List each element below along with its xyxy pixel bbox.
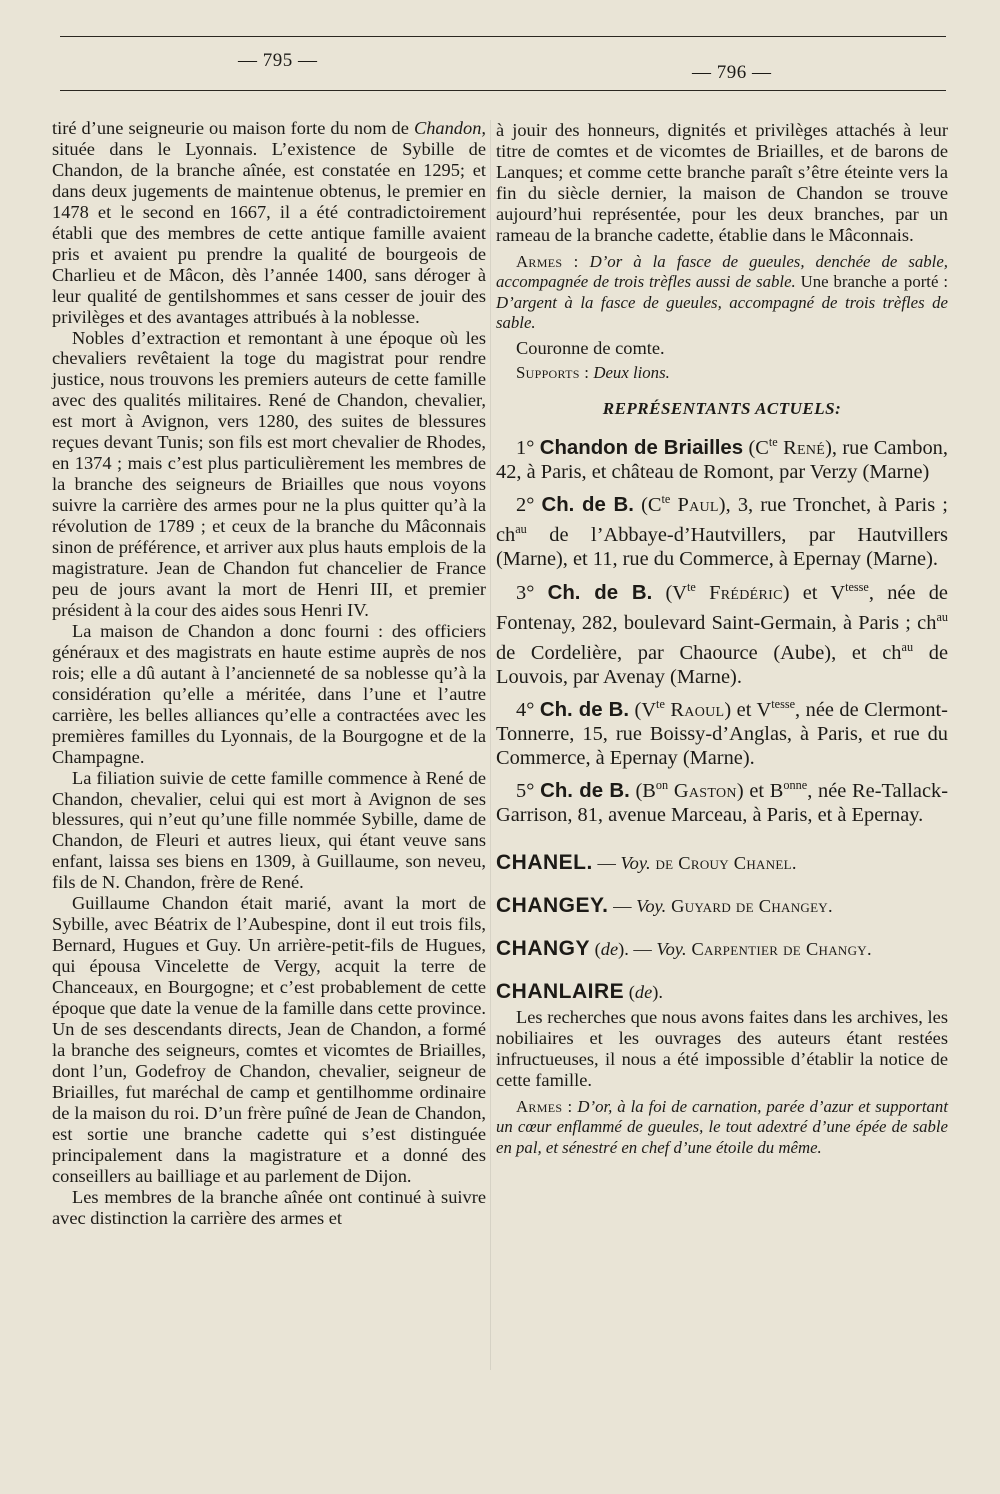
right-column-paragraph [496,120,948,246]
text-run: Chandon, [413,118,486,138]
left-column-paragraph [52,893,486,1186]
text-run: , née Re-Tallack-Garrison, 81, avenue Marceau, à Paris, et à Epernay. [496,779,948,827]
text-run: Raoul [670,698,725,721]
text-run: Voy. [636,896,667,917]
text-run: Ch. de B. [540,779,630,802]
text-run: située dans le Lyonnais. L’existence de Sybille de Chandon, de la branche aînée, est constatée en 1295; et dans deux jugements de maintenue obtenus, le premier en 1478 et le second en 1667, il a été contradictoirement établi que des membres de cette antique famille avaient pris et avaient pu prendre la qualité de bourgeois de Charlieu et de Mâcon, dès l’année 1400, sans déroger à leur qualité de gentilshommes et sans cesser de jouir des privilèges et des avantages attribués à la noblesse. [52,138,486,327]
text-run: Une branche a porté : [795,272,948,292]
text-run: tiré d’une seigneurie ou maison forte du nom de [52,118,414,138]
text-run: ( [590,939,601,960]
text-run: tesse [845,579,869,594]
text-run: onne [783,778,808,793]
text-run: 4° [516,698,540,721]
text-run: Couronne de comte. [516,337,665,358]
right-column-paragraph [496,692,948,770]
text-run: ( [624,982,635,1003]
text-run: 2° [516,494,542,517]
text-run: ). [652,982,663,1003]
text-run: La filiation suivie de cette famille commence à René de Chandon, chevalier, celui qui est mort à Avignon de ses blessures, qui n’eut qu’une fille nommée Sybille, dame de Chandon, de Fleuri et autres lieux, qui étant veuve sans enfant, laissa ses biens en 1309, à Guillaume, son neveu, fils de N. Chandon, frère de René. [52,767,486,893]
right-column-paragraph [496,896,948,917]
text-run: ), 3, rue Tronchet, à Paris ; ch [496,494,948,547]
right-column-paragraph [496,363,948,384]
right-text-column [496,120,948,1158]
text-run: Armes : [516,1096,573,1116]
column-divider [490,120,491,1370]
text-run: Paul [677,494,719,517]
text-run: Voy. [656,939,687,960]
text-run: de [600,939,619,960]
right-column-paragraph [496,575,948,689]
text-run: Guyard de Changey. [666,896,833,917]
text-run: , née de Fontenay, 282, boulevard Saint-Germain, à Paris ; ch [496,581,948,634]
text-run: de l’Abbaye-d’Hautvillers, par Hautvillers (Marne), et 11, rue du Commerce, à Epernay (Marne). [496,524,948,571]
text-run: ) et B [736,779,784,802]
text-run: Supports : [516,362,590,382]
text-run: ) et V [724,698,772,721]
left-column-paragraph [52,328,486,621]
text-run: (C [633,494,662,517]
text-run: Frédéric [709,581,783,604]
left-column-paragraph [52,1187,486,1229]
right-column-paragraph [496,1007,948,1091]
text-run: on [655,778,669,793]
text-run: Guillaume Chandon était marié, avant la mort de Sybille, avec Béatrix de l’Aubespine, dont il eut trois fils, Bernard, Hugues et Guy. Un arrière-petit-fils de Hugues, qui épousa Vincelette de Vergy, acquit la terre de Chanceaux, en Bourgogne; et c’est probablement de cette époque que date la venue de la famille dans cette province. Un de ses descendants directs, Jean de Chandon, a formé la branche des seigneurs, comtes et vicomtes de Briailles, dont l’un, Godefroy de Chandon, chevalier, seigneur de Briailles, fut maréchal de camp et gentilhomme ordinaire de la maison du roi. D’un frère puîné de Jean de Chandon, est sortie une branche cadette qui s’est distinguée principalement dans la magistrature et a donné des conseillers au bailliage et au parlement de Dijon. [52,893,486,1186]
text-run: 3° [516,581,548,604]
text-run: ), rue Cambon, 42, à Paris, et château de Romont, par Verzy (Marne) [496,436,948,484]
text-run: Voy. [620,853,651,874]
right-page-number: — 796 — [692,62,772,83]
text-run: te [768,435,778,450]
text-run: Ch. de B. [547,581,653,604]
header-bottom-rule [60,90,946,91]
text-run: REPRÉSENTANTS ACTUELS: [602,399,842,419]
text-run: au [515,522,527,537]
text-run: Les recherches que nous avons faites dans les archives, les nobiliaires et les ouvrages des auteurs étant restées infructueuses, il nous a été impossible d’établir la notice de cette famille. [496,1007,948,1091]
text-run: Armes : [516,251,579,271]
text-run: Ch. de B. [539,698,630,721]
text-run: (V [629,698,657,721]
text-run: Les membres de la branche aînée ont continué à suivre avec distinction la carrière des armes et [52,1186,486,1228]
right-column-paragraph [496,399,948,420]
right-column-paragraph [496,773,948,827]
text-run: CHANEL. [496,851,593,875]
right-column-paragraph [496,338,948,359]
text-run: de Crouy Chanel. [650,853,797,874]
text-run: Ch. de B. [541,494,634,517]
text-run: D’or, à la foi de carnation, parée d’azur et supportant un cœur enflammé de gueules, le tout adextré d’une épée de sable en pal, et sénestré en chef d’une étoile du même. [496,1096,948,1157]
text-run: La maison de Chandon a donc fourni : des officiers généraux et des magistrats en haute estime auprès de nos rois; elle a dû autant à l’ancienneté de sa noblesse qu’à la considération qu’elle a méritée, dans l’une et l’autre carrière, les belles alliances qu’elle a contractées avec les premières familles du Lyonnais, de la Bourgogne et de la Champagne. [52,620,486,767]
text-run: D’or à la fasce de gueules, denchée de sable, accompagnée de trois trèfles aussi de sable. [496,251,948,292]
left-page-number: — 795 — [238,50,318,71]
right-column-paragraph [496,982,948,1003]
header-top-rule [60,36,946,37]
text-run: tesse [771,696,796,711]
left-column-paragraph [52,118,486,328]
text-run: 1° [516,436,540,459]
text-run: au [901,639,914,654]
text-run: Carpentier de Changy. [686,939,872,960]
text-run: (B [629,779,656,802]
text-run [696,581,709,603]
text-run: CHANGY [496,937,591,961]
text-run: ). — [618,939,657,960]
text-run: 5° [516,779,541,802]
right-column-paragraph [496,430,948,484]
text-run: , née de Clermont-Tonnerre, 15, rue Boissy-d’Anglas, à Paris, et rue du Commerce, à Epernay (Marne). [496,698,948,769]
right-column-paragraph [496,1097,948,1159]
text-run: de [634,982,653,1003]
text-run: D’argent à la fasce de gueules, accompagné de trois trèfles de sable. [496,292,948,333]
text-run: te [661,492,671,507]
text-run: de Cordelière, par Chaource (Aube), et ch [496,641,902,664]
text-run: (C [743,436,769,459]
text-run: Deux lions. [589,362,670,382]
text-run: — [608,896,637,917]
right-column-paragraph [496,853,948,874]
right-column-paragraph [496,939,948,960]
text-run: te [656,696,665,711]
text-run: Chandon de Briailles [539,436,744,459]
left-column-paragraph [52,768,486,894]
text-run: (V [652,581,687,604]
text-run: de Louvois, par Avenay (Marne). [496,641,949,688]
text-run: René [783,436,826,459]
text-run: au [936,609,948,624]
left-column-paragraph [52,621,486,768]
text-run: CHANGEY. [496,894,609,918]
left-text-column [52,118,486,1229]
right-column-paragraph [496,252,948,334]
text-run: te [687,579,696,594]
right-column-paragraph [496,487,948,571]
text-run: ) et V [782,581,846,604]
text-run: Nobles d’extraction et remontant à une époque où les chevaliers revêtaient la toge du magistrat pour rendre justice, nous trouvons les premiers auteurs de cette famille avec des qualités militaires. René de Chandon, chevalier, est mort à Avignon, vers 1280, des suites de blessures reçues devant Tunis; son fils est mort chevalier de Rhodes, en 1374 ; mais c’est plus particulièrement les membres de la branche des seigneurs de Briailles que nous voyons suivre la carrière des armes pour ne la plus quitter qu’à la révolution de 1789 ; et ceux de la branche du Mâconnais sinon de préférence, et arriver aux plus hauts emplois de la magistrature. Jean de Chandon fut chancelier de France peu de jours avant la mort de Henri III, et premier président à la cour des aides sous Henri IV. [52,327,486,620]
text-run: CHANLAIRE [496,980,625,1004]
text-run: Gaston [673,779,737,802]
text-run: — [592,853,621,874]
text-run: à jouir des honneurs, dignités et privilèges attachés à leur titre de comtes et de vicomtes de Briailles, et de barons de Lanques; et comme cette branche paraît s’être éteinte vers la fin du siècle dernier, la maison de Chandon se trouve aujourd’hui représentée, pour les deux branches, par un rameau de la branche cadette, établie dans le Mâconnais. [496,120,948,245]
